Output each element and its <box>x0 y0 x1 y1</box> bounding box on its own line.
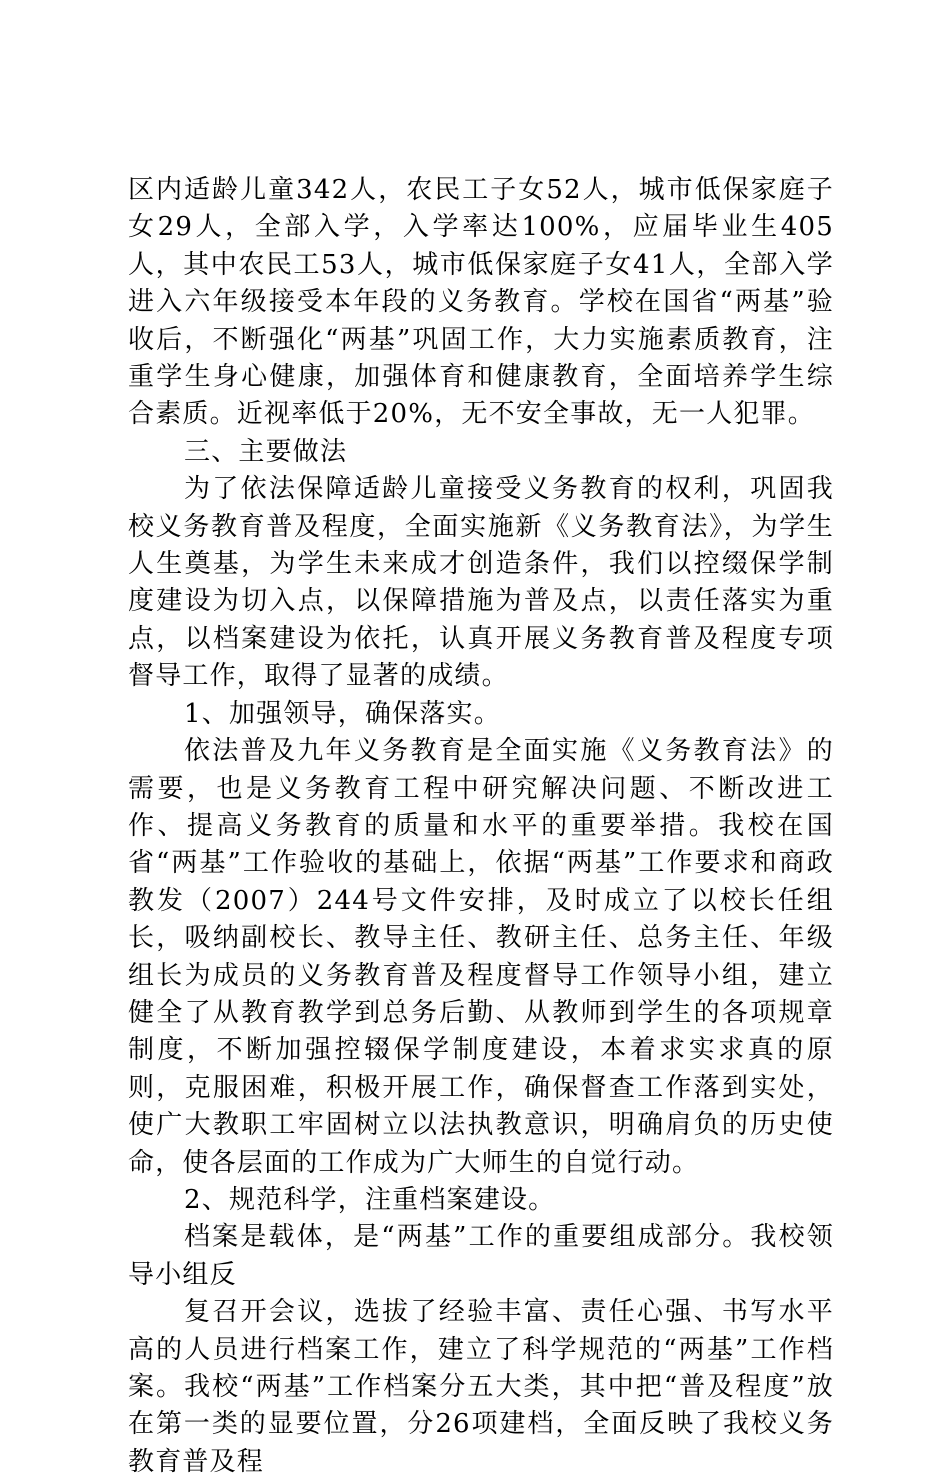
body-paragraph-4: 档案是载体，是“两基”工作的重要组成部分。我校领导小组反 <box>128 1222 834 1290</box>
body-paragraph-3: 依法普及九年义务教育是全面实施《义务教育法》的需要，也是义务教育工程中研究解决问题、不断改进工作、提高义务教育的质量和水平的重要举措。我校在国省“两基”工作验收的基础上，依据“两基”工作要求和商政教发（2007）244号文件安排，及时成立了以校长任组长，吸纳副校长、教导主任、教研主任、总务主任、年级组长为成员的义务教育普及程度督导工作领导小组，建立健全了从教育教学到总务后勤、从教师到学生的各项规章制度，不断加强控辍保学制度建设，本着求实求真的原则，克服困难，积极开展工作，确保督查工作落到实处，使广大教职工牢固树立以法执教意识，明确肩负的历史使命，使各层面的工作成为广大师生的自觉行动。 <box>128 736 834 1178</box>
subheading-archives: 2、规范科学，注重档案建设。 <box>184 1184 556 1215</box>
subheading-leadership: 1、加强领导，确保落实。 <box>184 698 501 729</box>
document-body <box>128 172 834 1481</box>
body-paragraph-1: 区内适龄儿童342人，农民工子女52人，城市低保家庭子女29人，全部入学，入学率达100%，应届毕业生405人，其中农民工53人，城市低保家庭子女41人，全部入学进入六年级接受本年段的义务教育。学校在国省“两基”验收后，不断强化“两基”巩固工作，大力实施素质教育，注重学生身心健康，加强体育和健康教育，全面培养学生综合素质。近视率低于20%，无不安全事故，无一人犯罪。 <box>128 175 834 430</box>
body-paragraph-5: 复召开会议，选拔了经验丰富、责任心强、书写水平高的人员进行档案工作，建立了科学规范的“两基”工作档案。我校“两基”工作档案分五大类，其中把“普及程度”放在第一类的显要位置，分26项建档，全面反映了我校义务教育普及程 <box>128 1297 834 1477</box>
body-paragraph-2: 为了依法保障适龄儿童接受义务教育的权利，巩固我校义务教育普及程度，全面实施新《义务教育法》，为学生人生奠基，为学生未来成才创造条件，我们以控缀保学制度建设为切入点，以保障措施为普及点，以责任落实为重点，以档案建设为依托，认真开展义务教育普及程度专项督导工作，取得了显著的成绩。 <box>128 474 834 692</box>
section-heading-main-practices: 三、主要做法 <box>184 436 348 467</box>
